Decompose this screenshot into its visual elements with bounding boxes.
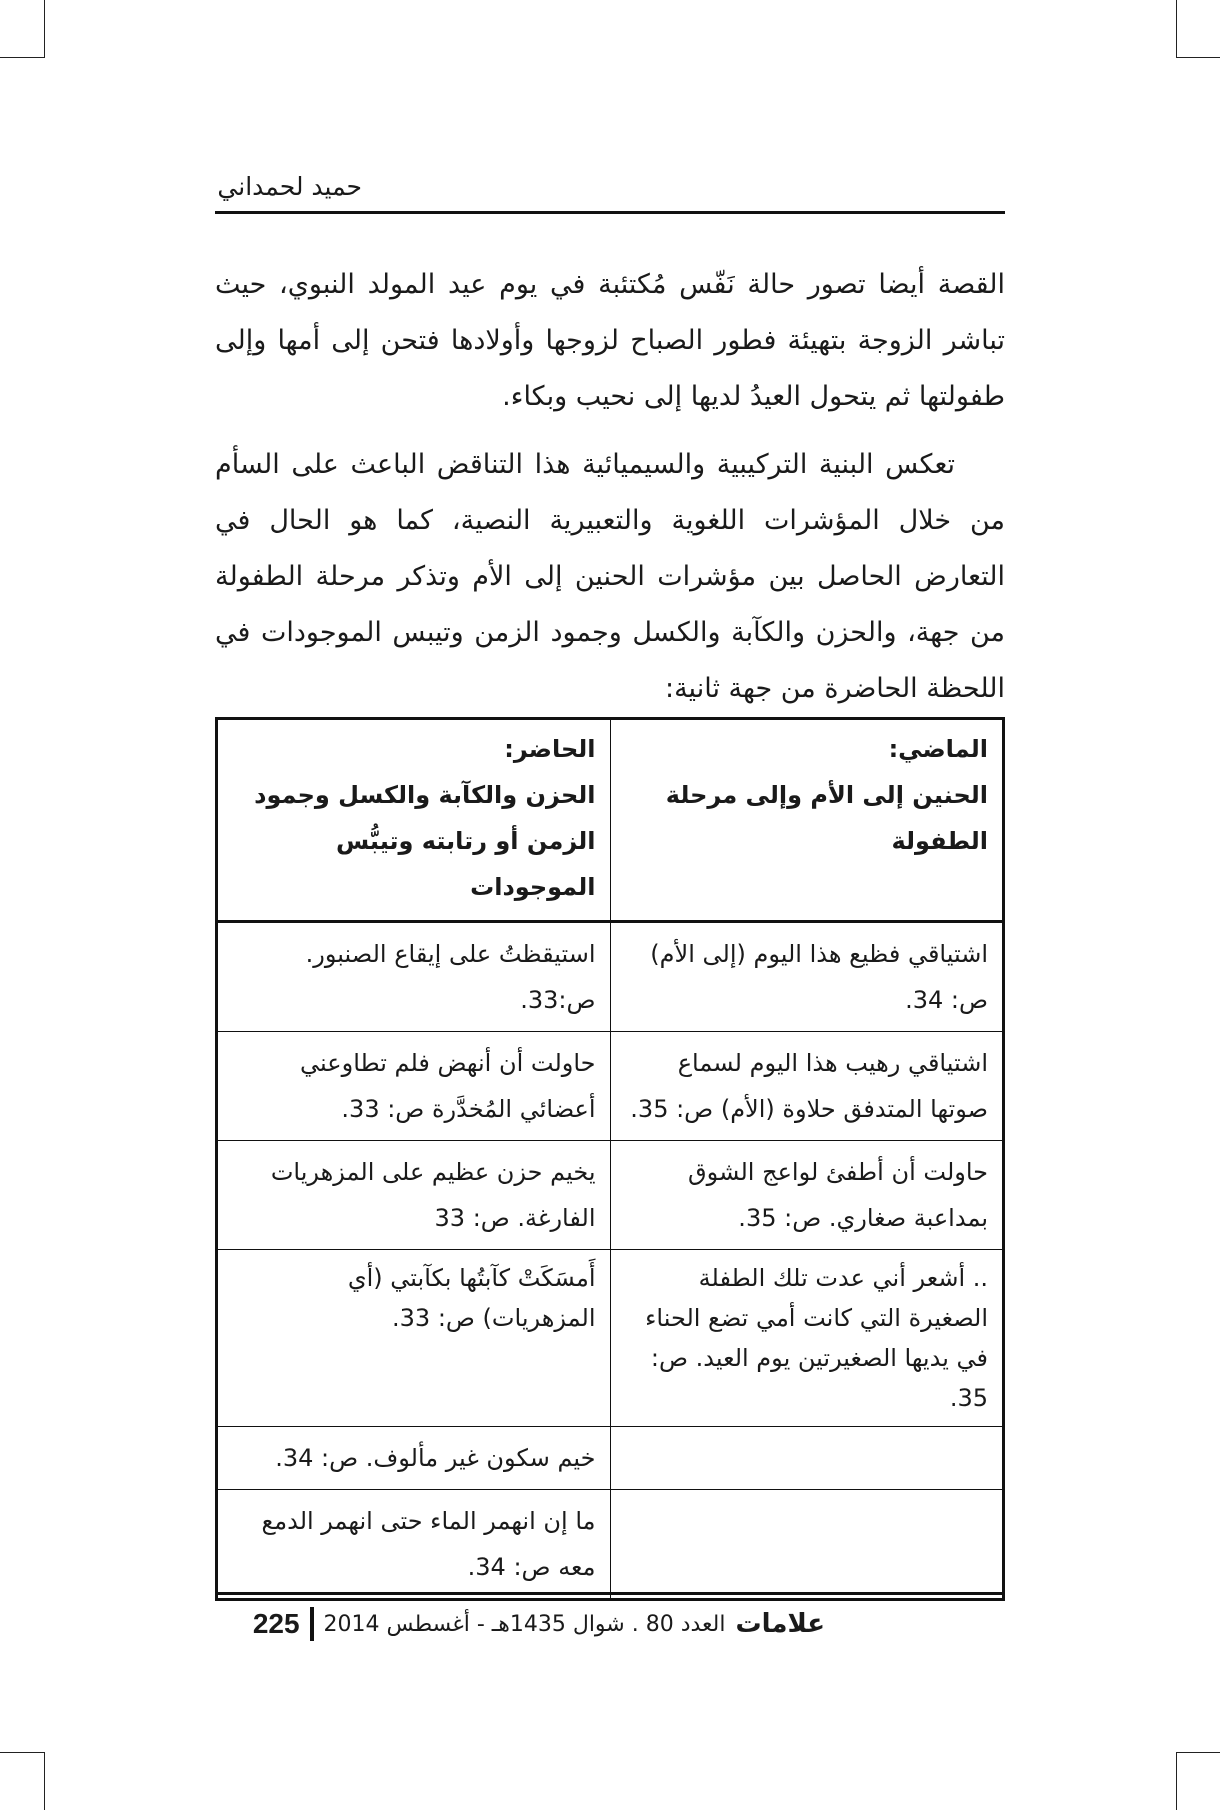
crop-mark [1176,0,1177,58]
cell-past [610,1490,1004,1600]
crop-mark [44,0,45,58]
header-present-title: الحاضر: [504,735,596,763]
table-row [217,1032,1004,1141]
body-paragraph: القصة أيضا تصور حالة نَفّس مُكتئبة في يوم عيد المولد النبوي، حيث تباشر الزوجة بتهيئة فطور الصباح لزوجها وأولادها فتحن إلى أمها وإلى طفولتها ثم يتحول العيدُ لديها إلى نحيب وبكاء. [215,269,1005,412]
cell-present: حاولت أن أنهض فلم تطاوعني أعضائي المُخدَّرة ص: 33. [217,1032,611,1141]
header-rule [215,211,1005,214]
crop-mark [1176,1752,1220,1753]
table-row [217,1427,1004,1490]
crop-mark [44,1752,45,1810]
journal-logo: علامات [735,1609,825,1639]
table-row [217,1141,1004,1250]
table-header-row [217,719,1004,922]
table-row [217,922,1004,1032]
cell-past: حاولت أن أطفئ لواعج الشوق بمداعبة صغاري. ص: 35. [610,1141,1004,1250]
header-past-title: الماضي: [888,735,988,763]
running-header-author: حميد لحمداني [217,172,362,201]
header-present-subtitle: الحزن والكآبة والكسل وجمود الزمن أو رتابته وتيبُّس الموجودات [254,781,596,901]
crop-mark [0,1752,44,1753]
cell-past: .. أشعر أني عدت تلك الطفلة الصغيرة التي كانت أمي تضع الحناء في يديها الصغيرتين يوم العيد. ص: 35. [610,1250,1004,1427]
cell-past: اشتياقي رهيب هذا اليوم لسماع صوتها المتدفق حلاوة (الأم) ص: 35. [610,1032,1004,1141]
cell-present: استيقظتُ على إيقاع الصنبور. ص:33. [217,922,611,1032]
cell-past [610,1427,1004,1490]
crop-mark [1176,1752,1177,1810]
page-number: 225 [252,1608,300,1639]
table-row [217,1250,1004,1427]
cell-past: اشتياقي فظيع هذا اليوم (إلى الأم) ص: 34. [610,922,1004,1032]
comparison-table [215,717,1005,1601]
cell-present: أَمسَكَتْ كآبتُها بكآبتي (أي المزهريات) ص: 33. [217,1250,611,1427]
crop-mark [1176,57,1220,58]
footer-divider [310,1607,314,1641]
cell-present: خيم سكون غير مألوف. ص: 34. [217,1427,611,1490]
crop-mark [0,57,44,58]
header-present [217,719,611,922]
table-row [217,1490,1004,1600]
issue-info: العدد 80 . شوال 1435هـ - أغسطس 2014 [323,1611,726,1637]
cell-present: ما إن انهمر الماء حتى انهمر الدمع معه ص: 34. [217,1490,611,1600]
cell-present: يخيم حزن عظيم على المزهريات الفارغة. ص: 33 [217,1141,611,1250]
body-paragraph: تعكس البنية التركيبية والسيميائية هذا التناقض الباعث على السأم من خلال المؤشرات اللغوية والتعبيرية النصية، كما هو الحال في التعارض الحاصل بين مؤشرات الحنين إلى الأم وتذكر مرحلة الطفولة من جهة، والحزن والكآبة والكسل وجمود الزمن وتيبس الموجودات في اللحظة الحاضرة من جهة ثانية: [215,449,1005,704]
header-past [610,719,1004,922]
footer-rule [215,1592,1005,1595]
header-past-subtitle: الحنين إلى الأم وإلى مرحلة الطفولة [665,781,988,855]
page-footer [225,1604,825,1644]
